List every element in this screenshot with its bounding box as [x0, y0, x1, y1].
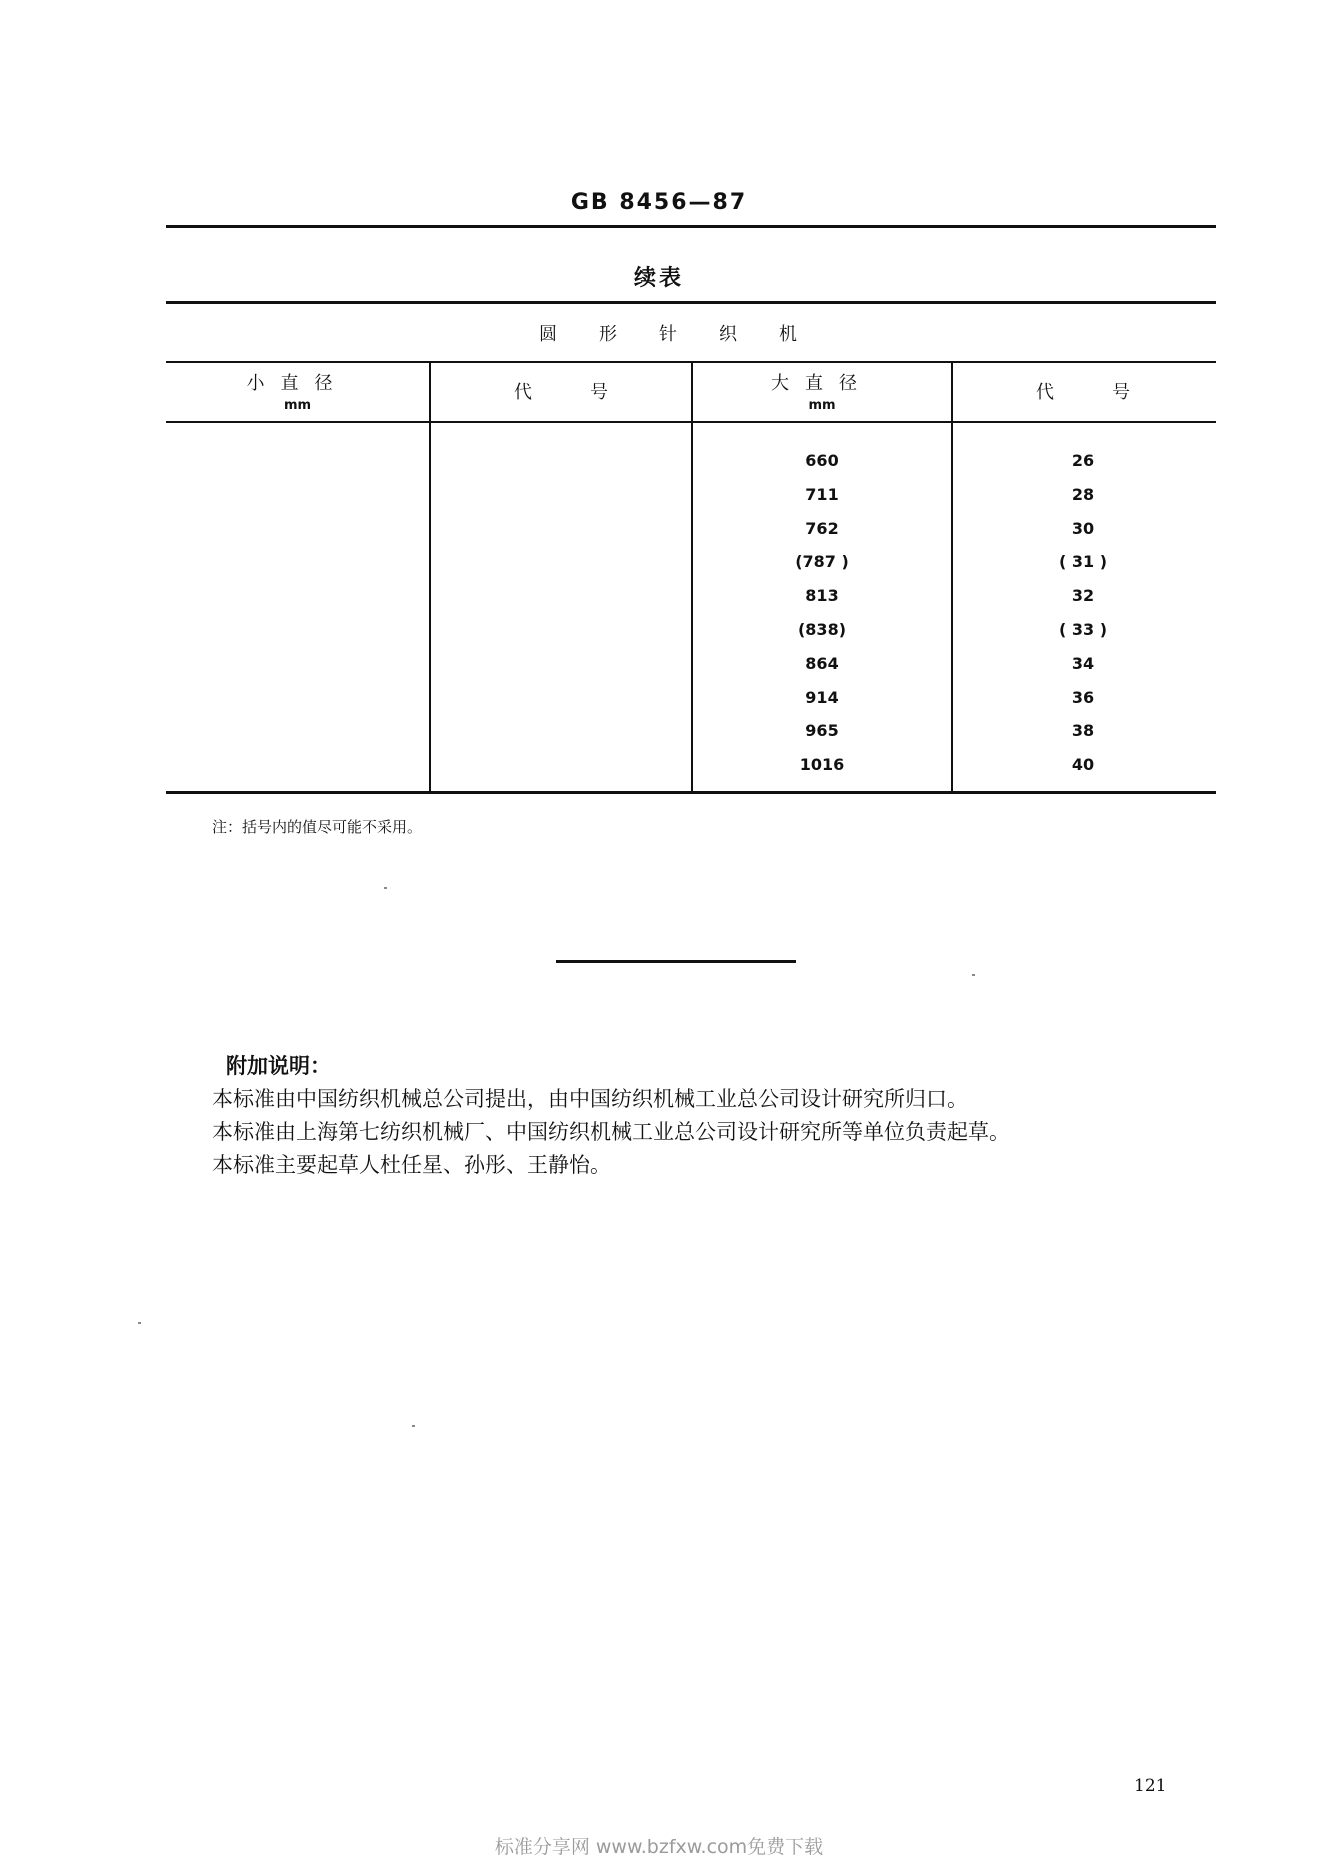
- large-code-cell: 28: [1071, 484, 1095, 504]
- large-code-cell: 40: [1071, 755, 1095, 775]
- footer-watermark: 标准分享网 www.bzfxw.com免费下载: [494, 1836, 824, 1858]
- large-diameter-cell: 965: [805, 721, 839, 741]
- additional-line-2: 本标准由上海第七纺织机械厂、中国纺织机械工业总公司设计研究所等单位负责起草。: [212, 1120, 1010, 1144]
- large-diameter-cell: 762: [805, 518, 839, 538]
- header-large-diameter-label: 大直径: [771, 373, 873, 394]
- large-diameter-cell: 813: [805, 586, 839, 606]
- additional-line-1: 本标准由中国纺织机械总公司提出，由中国纺织机械工业总公司设计研究所归口。: [212, 1087, 968, 1111]
- large-diameter-cell: (787 ): [795, 552, 849, 572]
- large-code-cell: 26: [1071, 451, 1095, 470]
- scan-speck: [384, 887, 387, 889]
- additional-title: 附加说明：: [226, 1054, 331, 1078]
- header-rule: [166, 225, 1216, 228]
- header-large-diameter: [693, 362, 951, 420]
- large-code-column: [953, 447, 1213, 785]
- table-note: 注：括号内的值尽可能不采用。: [212, 818, 423, 836]
- table-title: 圆形针织机: [539, 324, 839, 345]
- standard-code: GB 8456—87: [570, 190, 748, 215]
- section-separator: [556, 960, 796, 963]
- header-small-code-label: 代号: [514, 382, 666, 403]
- large-code-cell: 36: [1071, 687, 1095, 707]
- scan-speck: [972, 974, 975, 976]
- page-number: 121: [1134, 1776, 1167, 1796]
- large-diameter-cell: 711: [805, 484, 839, 504]
- large-code-cell: 34: [1071, 653, 1095, 673]
- header-large-code-label: 代号: [1036, 382, 1188, 403]
- large-diameter-cell: (838): [797, 619, 847, 639]
- large-code-cell: 38: [1071, 721, 1095, 741]
- large-code-cell: 30: [1071, 518, 1095, 538]
- header-large-code: [953, 362, 1213, 420]
- large-code-cell: ( 31 ): [1058, 552, 1108, 572]
- table-bottom-rule: [166, 791, 1216, 794]
- additional-line-3: 本标准主要起草人杜任星、孙彤、王静怡。: [212, 1153, 611, 1177]
- header-small-diameter: [166, 362, 429, 420]
- large-diameter-cell: 914: [805, 687, 839, 707]
- large-diameter-column: [693, 447, 951, 785]
- header-small-diameter-unit: mm: [283, 398, 312, 413]
- table-top-rule: [166, 301, 1216, 304]
- header-large-diameter-unit: mm: [808, 398, 836, 413]
- header-small-code: [431, 362, 691, 420]
- large-code-cell: 32: [1071, 586, 1095, 606]
- scan-speck: [138, 1322, 141, 1324]
- large-diameter-cell: 864: [805, 653, 839, 673]
- scan-speck: [412, 1425, 415, 1427]
- large-code-cell: ( 33 ): [1058, 619, 1108, 639]
- column-divider-1: [429, 362, 431, 792]
- large-diameter-cell: 1016: [799, 755, 845, 775]
- header-small-diameter-label: 小直径: [246, 373, 349, 394]
- continued-label: 续表: [633, 266, 684, 291]
- large-diameter-cell: 660: [805, 451, 839, 470]
